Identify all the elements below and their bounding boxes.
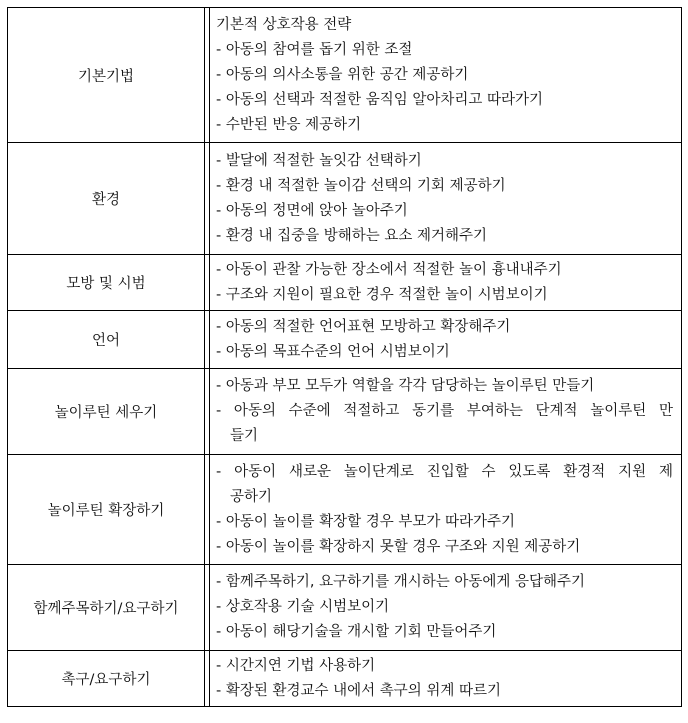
description-line: - 아동의 적절한 언어표현 모방하고 확장해주기 — [216, 318, 511, 335]
description-line: - 아동의 선택과 적절한 움직임 알아차리고 따라가기 — [216, 91, 544, 108]
description-line: 기본적 상호작용 전략 — [216, 16, 352, 33]
category-cell: 놀이루틴 세우기 — [8, 369, 205, 455]
description-line: - 아동의 의사소통을 위한 공간 제공하기 — [216, 66, 469, 83]
category-cell: 모방 및 시범 — [8, 255, 205, 311]
description-cell — [210, 369, 682, 455]
description-line: - 아동이 새로운 놀이단계로 진입할 수 있도록 환경적 지원 제 — [216, 463, 673, 480]
strategy-table — [7, 7, 682, 707]
description-line: - 발달에 적절한 놀잇감 선택하기 — [216, 152, 422, 169]
description-cell — [210, 455, 682, 565]
description-line: - 환경 내 집중을 방해하는 요소 제거해주기 — [216, 227, 488, 244]
description-line: - 환경 내 적절한 놀이감 선택의 기회 제공하기 — [216, 177, 506, 194]
description-line: - 구조와 지원이 필요한 경우 적절한 놀이 시범보이기 — [216, 286, 548, 303]
description-line: 공하기 — [230, 488, 273, 505]
category-cell: 환경 — [8, 143, 205, 255]
table-row — [8, 8, 682, 143]
description-line: - 함께주목하기, 요구하기를 개시하는 아동에게 응답해주기 — [216, 574, 586, 590]
category-cell: 촉구/요구하기 — [8, 651, 205, 707]
table-row — [8, 455, 682, 565]
description-line: - 아동의 수준에 적절하고 동기를 부여하는 단계적 놀이루틴 만 — [216, 403, 673, 419]
description-cell — [210, 143, 682, 255]
table-row — [8, 311, 682, 369]
description-line: - 수반된 반응 제공하기 — [216, 116, 362, 133]
description-line: 들기 — [230, 428, 259, 444]
description-line: - 아동이 놀이를 확장하지 못할 경우 구조와 지원 제공하기 — [216, 538, 581, 555]
description-line: - 아동과 부모 모두가 역할을 각각 담당하는 놀이루틴 만들기 — [216, 378, 595, 394]
description-line: - 아동이 관찰 가능한 장소에서 적절한 놀이 흉내내주기 — [216, 261, 562, 278]
description-cell — [210, 255, 682, 311]
description-cell — [210, 8, 682, 143]
description-line: - 아동이 해당기술을 개시할 기회 만들어주기 — [216, 624, 497, 640]
category-cell: 함께주목하기/요구하기 — [8, 565, 205, 651]
description-cell — [210, 651, 682, 707]
table-row — [8, 565, 682, 651]
category-cell: 언어 — [8, 311, 205, 369]
table-row — [8, 255, 682, 311]
description-line: - 아동이 놀이를 확장할 경우 부모가 따라가주기 — [216, 513, 516, 530]
table-row — [8, 651, 682, 707]
description-line: - 아동의 목표수준의 언어 시범보이기 — [216, 343, 450, 360]
description-cell — [210, 311, 682, 369]
table-row — [8, 143, 682, 255]
description-line: - 상호작용 기술 시범보이기 — [216, 599, 390, 615]
description-cell — [210, 565, 682, 651]
category-cell: 놀이루틴 확장하기 — [8, 455, 205, 565]
description-line: - 아동의 정면에 앉아 놀아주기 — [216, 202, 408, 219]
category-cell: 기본기법 — [8, 8, 205, 143]
description-line: - 확장된 환경교수 내에서 촉구의 위계 따르기 — [216, 682, 502, 699]
description-line: - 아동의 참여를 돕기 위한 조절 — [216, 41, 413, 58]
table-row — [8, 369, 682, 455]
description-line: - 시간지연 기법 사용하기 — [216, 657, 376, 674]
